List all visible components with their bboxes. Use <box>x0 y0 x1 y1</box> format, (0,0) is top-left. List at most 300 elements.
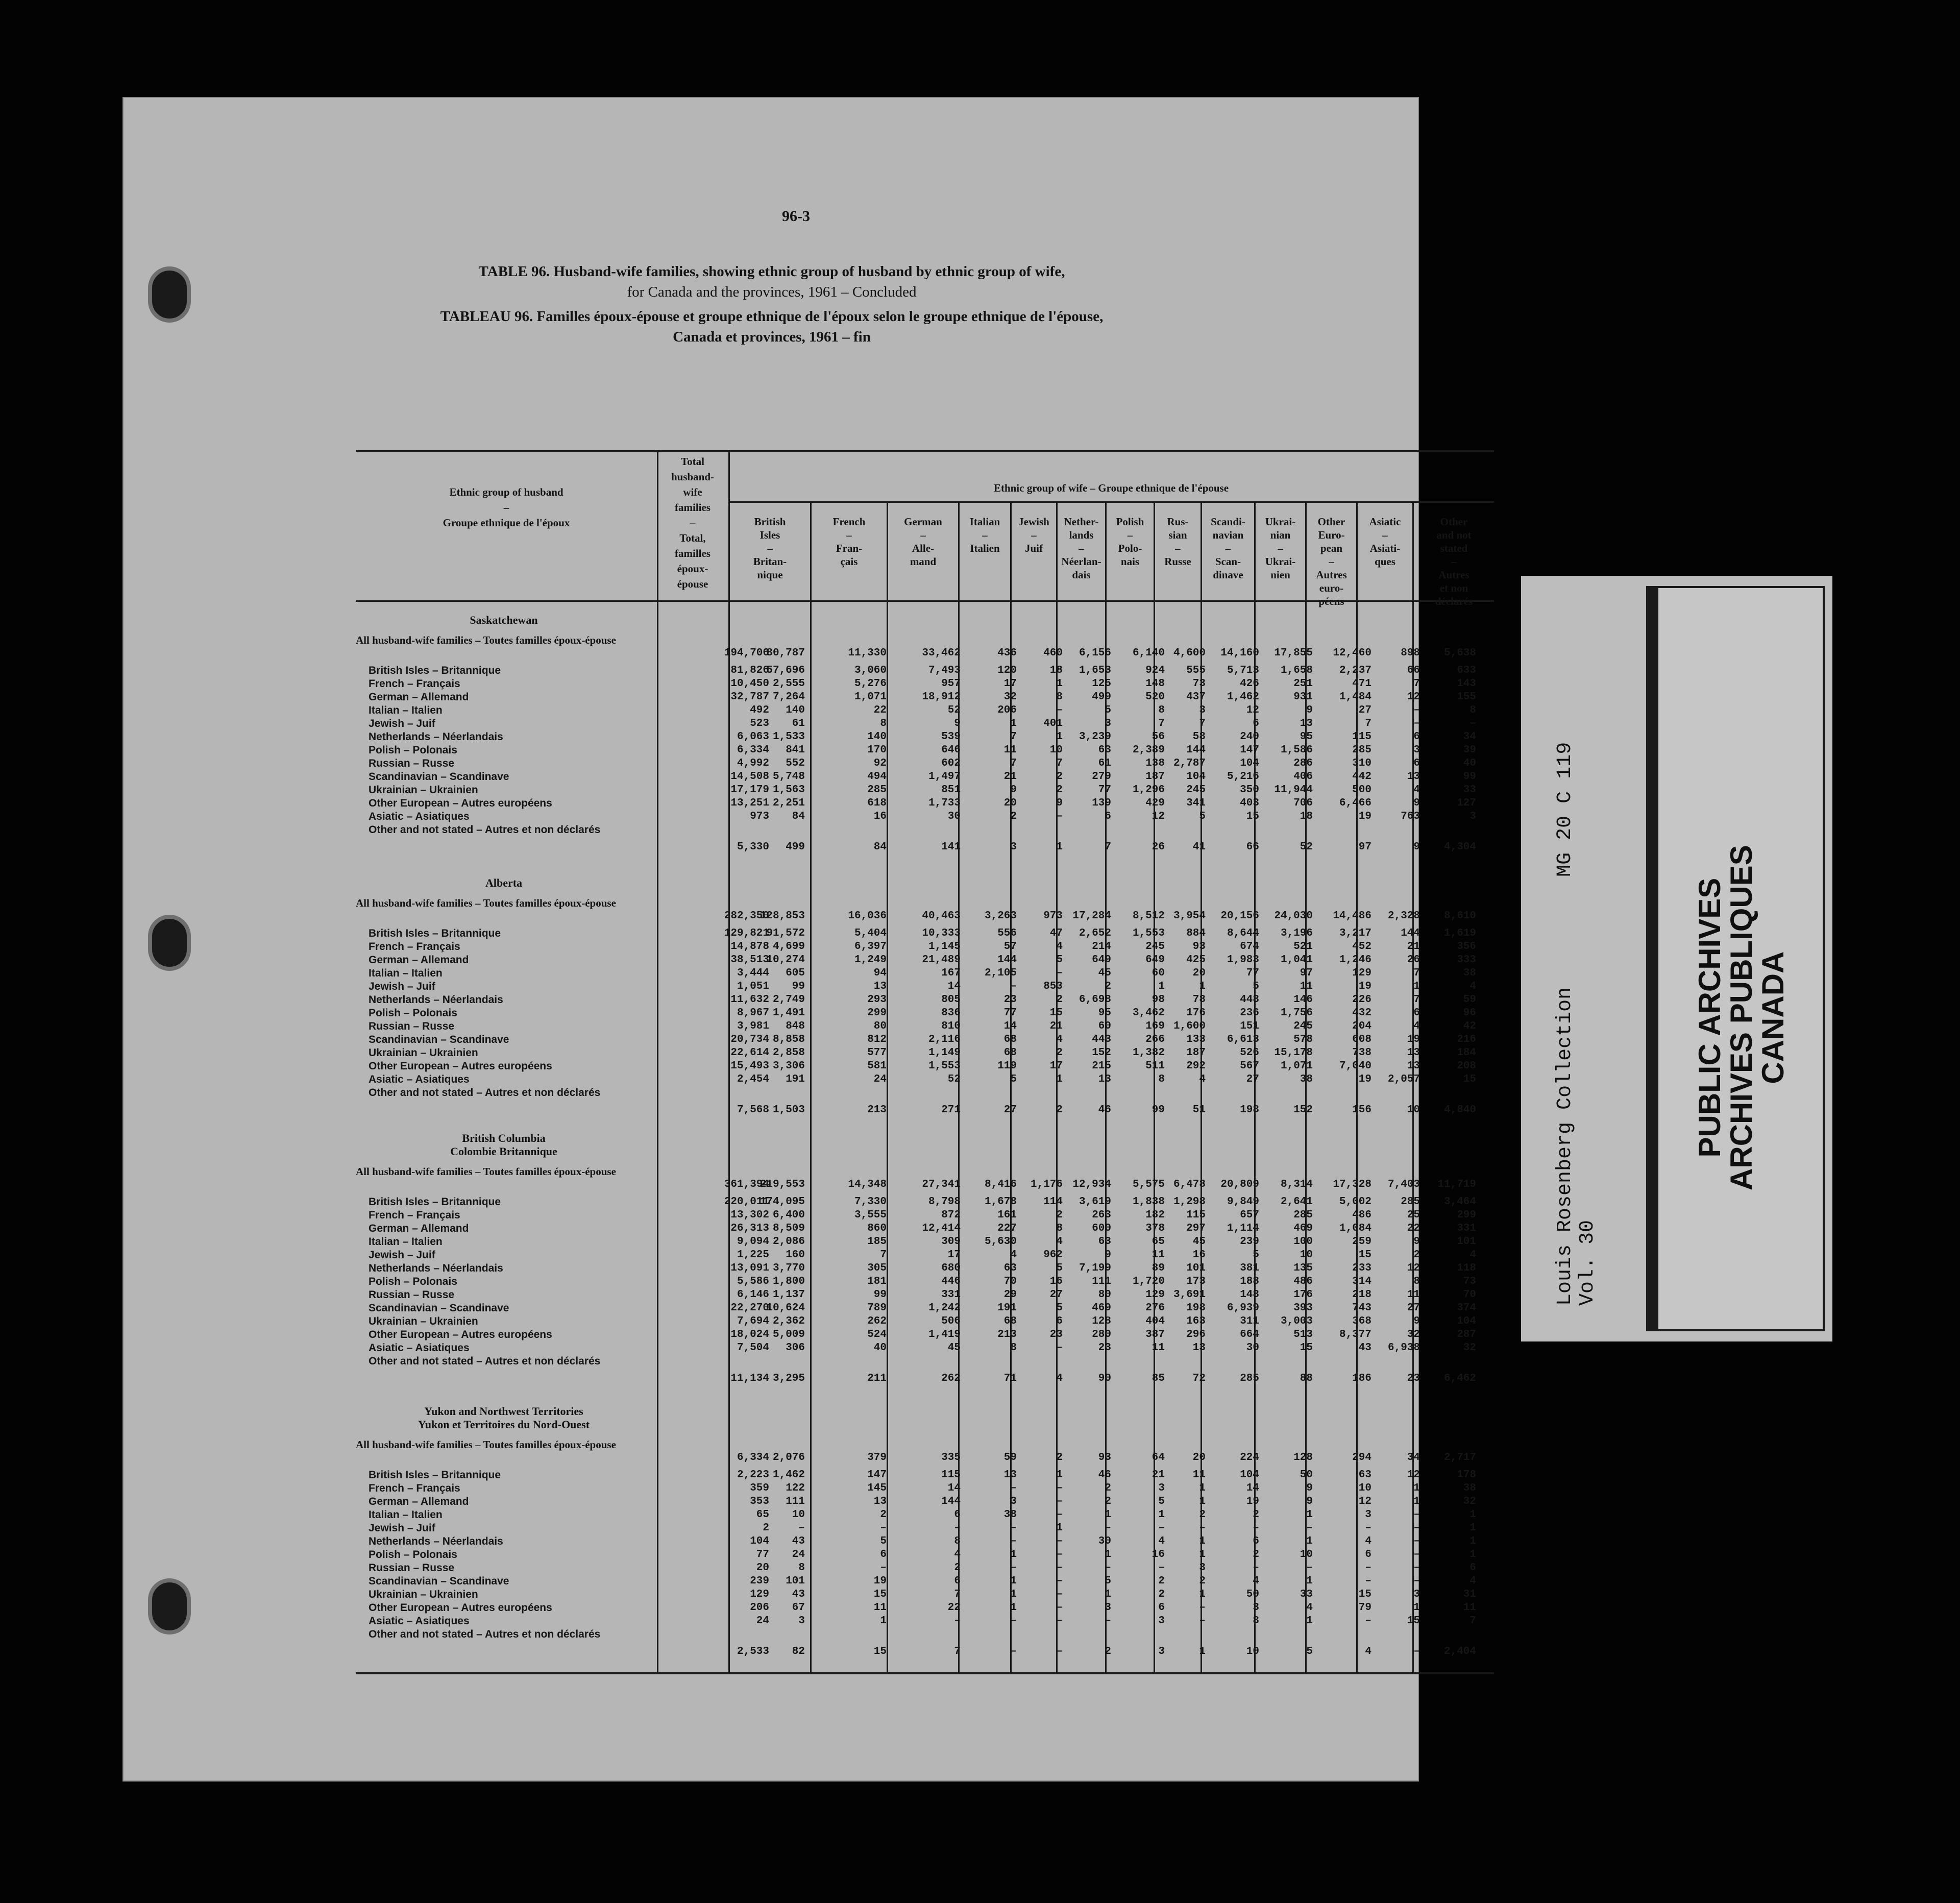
table-cell: 4 <box>1199 1074 1206 1085</box>
table-cell: 239 <box>1240 1236 1259 1248</box>
table-cell: 9 <box>1413 1315 1420 1327</box>
table-cell: 280 <box>1092 1329 1111 1340</box>
table-cell: 3 <box>1158 1646 1165 1657</box>
table-cell: 7 <box>1010 731 1017 743</box>
table-cell: 2,652 <box>1079 928 1111 939</box>
table-cell: 378 <box>1145 1223 1165 1234</box>
column-header-line: euro- <box>1319 582 1344 594</box>
table-cell: 208 <box>1457 1060 1476 1072</box>
column-header-line: Autres <box>1438 569 1469 581</box>
table-cell: – <box>1056 1646 1063 1657</box>
table-cell: 145 <box>867 1482 887 1494</box>
spanner-rule <box>728 501 1494 503</box>
table-cell: – <box>1056 1535 1063 1547</box>
column-header-line: – <box>1031 529 1037 541</box>
table-cell: 60 <box>1098 1020 1111 1032</box>
column-header-line: mand <box>910 555 937 568</box>
table-cell: 57 <box>1003 941 1017 953</box>
table-cell: 11 <box>1152 1342 1165 1354</box>
table-cell: 1 <box>1199 1482 1206 1494</box>
table-cell: 577 <box>867 1047 887 1059</box>
column-header-line: Polo- <box>1118 542 1142 554</box>
table-cell: 146 <box>1293 994 1313 1006</box>
table-cell: 1,553 <box>1132 928 1165 939</box>
stub-header-line: Ethnic group of husband <box>449 486 564 498</box>
table-cell: 5 <box>1056 1262 1063 1274</box>
table-cell: 22 <box>947 1602 961 1614</box>
row-label: Italian – Italien <box>369 704 443 716</box>
row-label: French – Français <box>369 678 460 690</box>
column-header-line: – <box>767 542 773 554</box>
table-cell: 182 <box>1145 1209 1165 1221</box>
table-cell: 9 <box>1010 784 1017 796</box>
table-cell: 10,624 <box>766 1302 805 1314</box>
table-cell: 259 <box>1352 1236 1371 1248</box>
table-cell: 96 <box>1463 1007 1476 1019</box>
section-title-fr: Colombie Britannique <box>450 1145 557 1158</box>
column-header-line: stated <box>1440 542 1468 554</box>
table-cell: 68 <box>1003 1034 1017 1045</box>
table-cell: 2,116 <box>928 1034 961 1045</box>
table-cell: 127 <box>1457 797 1476 809</box>
table-cell: 836 <box>941 1007 961 1019</box>
table-cell: 32,787 <box>730 691 769 703</box>
table-cell: 1,553 <box>928 1060 961 1072</box>
table-cell: 6,466 <box>1339 797 1371 809</box>
table-cell: 151 <box>1240 1020 1259 1032</box>
table-cell: 10 <box>1358 1482 1371 1494</box>
table-cell: 437 <box>1186 691 1206 703</box>
table-cell: 3 <box>1469 811 1476 822</box>
table-cell: 31 <box>1463 1589 1476 1600</box>
table-cell: 618 <box>867 797 887 809</box>
table-cell: 12 <box>1407 691 1420 703</box>
all-families-value: 4,600 <box>1173 647 1206 659</box>
column-header-line: Ukrai- <box>1265 516 1296 528</box>
table-cell: 285 <box>867 784 887 796</box>
all-families-value: 17,284 <box>1072 910 1111 922</box>
table-cell: 43 <box>792 1535 805 1547</box>
table-cell: 602 <box>941 758 961 769</box>
table-cell: 13 <box>1098 1074 1111 1085</box>
column-header-line: and not <box>1436 529 1472 541</box>
row-label: Netherlands – Néerlandais <box>369 731 503 743</box>
table-cell: 608 <box>1352 1034 1371 1045</box>
section-title: Yukon and Northwest Territories <box>424 1405 583 1418</box>
table-cell: 657 <box>1240 1209 1259 1221</box>
table-cell: 95 <box>1098 1007 1111 1019</box>
table-cell: 471 <box>1352 678 1371 690</box>
all-families-value: 128,853 <box>760 910 805 922</box>
table-cell: 3,619 <box>1079 1196 1111 1208</box>
table-cell: 387 <box>1145 1329 1165 1340</box>
row-label: French – Français <box>369 941 460 953</box>
table-cell: 5,216 <box>1227 771 1259 783</box>
table-cell: 6 <box>1056 1315 1063 1327</box>
table-cell: 2 <box>1105 1646 1111 1657</box>
table-cell: – <box>954 1615 961 1627</box>
table-cell: 58 <box>1192 731 1206 743</box>
all-families-value: 14,348 <box>848 1179 887 1190</box>
table-cell: 22 <box>1407 1223 1420 1234</box>
table-cell: 4 <box>954 1549 961 1560</box>
all-families-value: 5,575 <box>1132 1179 1165 1190</box>
table-cell: 173 <box>1186 1276 1206 1287</box>
table-cell: 1,296 <box>1132 784 1165 796</box>
row-label: French – Français <box>369 1209 460 1221</box>
table-cell: 8 <box>1056 1223 1063 1234</box>
table-cell: 115 <box>1352 731 1371 743</box>
table-cell: 442 <box>1352 771 1371 783</box>
table-cell: 3 <box>1199 1562 1206 1574</box>
column-header-line: Juif <box>1024 542 1043 554</box>
table-cell: 1 <box>1056 841 1063 853</box>
table-cell: 1 <box>1413 1482 1420 1494</box>
column-header-line: Italian <box>969 516 1000 528</box>
row-label: Netherlands – Néerlandais <box>369 994 503 1006</box>
table-cell: 3,196 <box>1280 928 1313 939</box>
table-cell: 45 <box>1192 1236 1206 1248</box>
table-cell: 6,397 <box>854 941 887 953</box>
table-cell: – <box>1105 1522 1111 1534</box>
table-cell: 446 <box>941 1276 961 1287</box>
table-cell: 1 <box>1199 1496 1206 1507</box>
table-cell: 5,713 <box>1227 665 1259 676</box>
table-cell: 9 <box>1056 797 1063 809</box>
row-label: Other European – Autres européens <box>369 1060 552 1072</box>
table-cell: 73 <box>1463 1276 1476 1287</box>
table-cell: 10 <box>1407 1104 1420 1116</box>
table-cell: 3 <box>1365 1509 1371 1521</box>
table-cell: 3,060 <box>854 665 887 676</box>
table-cell: 1,653 <box>1079 665 1111 676</box>
table-cell: 1,298 <box>1173 1196 1206 1208</box>
title-fr-2: Canada et provinces, 1961 – fin <box>673 329 871 345</box>
table-cell: 6,400 <box>772 1209 805 1221</box>
table-cell: – <box>1469 718 1476 729</box>
table-cell: 38 <box>1300 1074 1313 1085</box>
table-cell: – <box>1413 1562 1420 1574</box>
row-label: Other and not stated – Autres et non déclarés <box>369 1087 601 1099</box>
table-cell: 7,504 <box>737 1342 769 1354</box>
table-cell: 957 <box>941 678 961 690</box>
table-cell: 144 <box>941 1496 961 1507</box>
table-cell: 664 <box>1240 1329 1259 1340</box>
table-cell: 6,334 <box>737 744 769 756</box>
table-cell: 10,333 <box>922 928 961 939</box>
table-cell: 80 <box>1098 1289 1111 1301</box>
table-cell: 67 <box>792 1602 805 1614</box>
table-cell: 186 <box>1352 1373 1371 1384</box>
row-label: British Isles – Britannique <box>369 665 501 676</box>
table-cell: – <box>1158 1562 1165 1574</box>
row-label: Other European – Autres européens <box>369 1602 552 1614</box>
table-cell: 13 <box>873 981 887 992</box>
table-cell: 16 <box>873 811 887 822</box>
row-label: Ukrainian – Ukrainien <box>369 1047 478 1059</box>
table-cell: 1,071 <box>1280 1060 1313 1072</box>
table-cell: 3 <box>1105 718 1111 729</box>
table-cell: 1 <box>1413 1602 1420 1614</box>
all-families-value: 8,610 <box>1443 910 1476 922</box>
table-cell: 9 <box>1413 841 1420 853</box>
table-cell: 513 <box>1293 1329 1313 1340</box>
table-cell: 71 <box>1003 1373 1017 1384</box>
table-cell: 469 <box>1293 1223 1313 1234</box>
table-cell: 3 <box>1105 1602 1111 1614</box>
table-cell: – <box>1365 1575 1371 1587</box>
table-cell: 2,389 <box>1132 744 1165 756</box>
table-cell: 1,114 <box>1227 1223 1259 1234</box>
table-cell: 286 <box>1293 758 1313 769</box>
table-cell: – <box>1010 1562 1017 1574</box>
all-families-value: 219,553 <box>760 1179 805 1190</box>
table-cell: 8,509 <box>772 1223 805 1234</box>
table-cell: 8 <box>880 718 887 729</box>
table-cell: 101 <box>1186 1262 1206 1274</box>
table-cell: 16 <box>1049 1276 1063 1287</box>
table-cell: 22,270 <box>730 1302 769 1314</box>
table-cell: 1,149 <box>928 1047 961 1059</box>
table-cell: 2 <box>1056 784 1063 796</box>
table-cell: 40 <box>873 1342 887 1354</box>
table-cell: 1 <box>1056 1469 1063 1481</box>
column-header-line: nian <box>1270 529 1291 541</box>
table-cell: 5 <box>1105 704 1111 716</box>
table-cell: 85 <box>1152 1373 1165 1384</box>
table-cell: 7 <box>1413 967 1420 979</box>
table-cell: 14,508 <box>730 771 769 783</box>
table-cell: 21 <box>1152 1469 1165 1481</box>
table-cell: 1,382 <box>1132 1047 1165 1059</box>
table-cell: 47 <box>1049 928 1063 939</box>
column-header-line: Alle- <box>912 542 935 554</box>
table-cell: – <box>1056 1509 1063 1521</box>
title-en-2: for Canada and the provinces, 1961 – Concluded <box>627 284 917 300</box>
all-families-value: 20,809 <box>1220 1179 1259 1190</box>
table-cell: 94 <box>873 967 887 979</box>
table-cell: 1,145 <box>928 941 961 953</box>
table-cell: 81,826 <box>730 665 769 676</box>
table-cell: 11 <box>1003 744 1017 756</box>
table-cell: 30 <box>947 811 961 822</box>
all-families-value: 2,076 <box>772 1452 805 1463</box>
row-label: Asiatic – Asiatiques <box>369 1074 470 1085</box>
table-cell: 214 <box>1092 941 1111 953</box>
column-header-line: dais <box>1072 569 1091 581</box>
table-cell: 1,733 <box>928 797 961 809</box>
table-cell: 1,041 <box>1280 954 1313 966</box>
row-label: Italian – Italien <box>369 1509 443 1521</box>
table-cell: 11 <box>1407 1289 1420 1301</box>
table-cell: 46 <box>1098 1469 1111 1481</box>
table-cell: 45 <box>1098 967 1111 979</box>
table-cell: 11 <box>1463 1602 1476 1614</box>
table-cell: 4 <box>1469 1575 1476 1587</box>
table-cell: 884 <box>1186 928 1206 939</box>
table-cell: 9 <box>1105 1249 1111 1261</box>
table-cell: – <box>1306 1562 1313 1574</box>
table-cell: 88 <box>1300 1373 1313 1384</box>
table-cell: 2,749 <box>772 994 805 1006</box>
table-cell: 812 <box>867 1034 887 1045</box>
table-cell: 141 <box>941 841 961 853</box>
table-cell: 5,330 <box>737 841 769 853</box>
table-cell: 743 <box>1352 1302 1371 1314</box>
table-cell: 4 <box>1469 1249 1476 1261</box>
table-bottom-rule <box>356 1672 1494 1674</box>
table-cell: 1,246 <box>1339 954 1371 966</box>
column-header-line: Jewish <box>1018 516 1049 528</box>
table-cell: 7 <box>1158 718 1165 729</box>
table-cell: 2 <box>1199 1509 1206 1521</box>
table-cell: 10,450 <box>730 678 769 690</box>
table-cell: 11,134 <box>730 1373 769 1384</box>
row-label: German – Allemand <box>369 691 469 703</box>
table-cell: 404 <box>1145 1315 1165 1327</box>
table-cell: 4 <box>1413 784 1420 796</box>
table-cell: 20 <box>1003 797 1017 809</box>
all-families-value: 3,954 <box>1173 910 1206 922</box>
all-families-value: 17,328 <box>1333 1179 1371 1190</box>
table-cell: 15 <box>873 1646 887 1657</box>
table-cell: 17,179 <box>730 784 769 796</box>
table-cell: 600 <box>1092 1223 1111 1234</box>
all-families-value: 379 <box>867 1452 887 1463</box>
table-cell: 15 <box>1407 1615 1420 1627</box>
table-cell: 143 <box>1457 678 1476 690</box>
table-cell: 4,699 <box>772 941 805 953</box>
stamp-line-1: PUBLIC ARCHIVES <box>1693 877 1727 1158</box>
table-cell: 148 <box>1240 1289 1259 1301</box>
section-title-fr: Yukon et Territoires du Nord-Ouest <box>418 1418 590 1431</box>
table-cell: 14 <box>947 981 961 992</box>
table-cell: 27 <box>1049 1289 1063 1301</box>
all-families-value: 973 <box>1043 910 1063 922</box>
table-cell: 43 <box>1358 1342 1371 1354</box>
all-families-value: 14,160 <box>1220 647 1259 659</box>
table-cell: 6 <box>1469 1562 1476 1574</box>
table-cell: 5,630 <box>984 1236 1017 1248</box>
table-cell: 4 <box>1306 1602 1313 1614</box>
table-cell: 5 <box>1105 1575 1111 1587</box>
row-label: German – Allemand <box>369 954 469 966</box>
table-cell: 251 <box>1293 678 1313 690</box>
column-header-line: German <box>904 516 942 528</box>
table-cell: 13 <box>1192 1342 1206 1354</box>
column-header-line: nais <box>1120 555 1140 568</box>
total-header-line: wife <box>683 486 702 498</box>
table-cell: 12 <box>1407 1262 1420 1274</box>
table-cell: 262 <box>867 1315 887 1327</box>
table-cell: 77 <box>1003 1007 1017 1019</box>
table-cell: – <box>1056 967 1063 979</box>
row-label: Scandinavian – Scandinave <box>369 1575 509 1587</box>
table-cell: 5 <box>1253 1249 1259 1261</box>
column-header-line: nien <box>1270 569 1290 581</box>
table-cell: 2 <box>1158 1575 1165 1587</box>
table-cell: 2,223 <box>737 1469 769 1481</box>
table-cell: 1 <box>880 1615 887 1627</box>
column-header-line: Italien <box>970 542 1000 554</box>
table-cell: 2 <box>1253 1549 1259 1560</box>
table-cell: 5 <box>1158 1496 1165 1507</box>
table-cell: 10 <box>792 1509 805 1521</box>
table-cell: – <box>880 1522 887 1534</box>
table-cell: 492 <box>750 704 769 716</box>
table-cell: 156 <box>1352 1104 1371 1116</box>
table-cell: 1 <box>1010 718 1017 729</box>
table-cell: 6,063 <box>737 731 769 743</box>
table-cell: 239 <box>750 1575 769 1587</box>
table-cell: 89 <box>1152 1262 1165 1274</box>
table-cell: 3,306 <box>772 1060 805 1072</box>
table-cell: – <box>1010 1535 1017 1547</box>
all-families-value: 6,156 <box>1079 647 1111 659</box>
table-cell: 215 <box>1092 1060 1111 1072</box>
archive-label <box>1521 576 1832 1341</box>
table-cell: 6,938 <box>1387 1342 1420 1354</box>
table-cell: 6 <box>954 1509 961 1521</box>
table-cell: 311 <box>1240 1315 1259 1327</box>
table-cell: 314 <box>1352 1276 1371 1287</box>
table-cell: 262 <box>941 1373 961 1384</box>
table-cell: 12 <box>1358 1496 1371 1507</box>
table-cell: 841 <box>786 744 805 756</box>
table-cell: 216 <box>1457 1034 1476 1045</box>
table-cell: 1,249 <box>854 954 887 966</box>
all-families-label: All husband-wife families – Toutes familles époux-épouse <box>356 897 616 909</box>
table-cell: 57,696 <box>766 665 805 676</box>
table-cell: 13 <box>1407 1060 1420 1072</box>
table-cell: 66 <box>1407 665 1420 676</box>
table-cell: 1 <box>1056 1074 1063 1085</box>
table-cell: – <box>1056 1562 1063 1574</box>
table-cell: 5,748 <box>772 771 805 783</box>
table-cell: 20,734 <box>730 1034 769 1045</box>
table-cell: – <box>1056 1615 1063 1627</box>
table-cell: 1 <box>1056 1522 1063 1534</box>
row-label: German – Allemand <box>369 1496 469 1507</box>
table-cell: 555 <box>1186 665 1206 676</box>
table-cell: 738 <box>1352 1047 1371 1059</box>
table-cell: – <box>1413 1535 1420 1547</box>
table-cell: 9 <box>1306 1496 1313 1507</box>
table-cell: 6 <box>1158 1602 1165 1614</box>
table-cell: 1,497 <box>928 771 961 783</box>
table-cell: 38 <box>1463 1482 1476 1494</box>
table-cell: 2,858 <box>772 1047 805 1059</box>
table-cell: 1,983 <box>1227 954 1259 966</box>
table-cell: – <box>1056 1549 1063 1560</box>
table-cell: 170 <box>867 744 887 756</box>
table-cell: 77 <box>1246 967 1259 979</box>
table-cell: 2,454 <box>737 1074 769 1085</box>
table-cell: 32 <box>1003 691 1017 703</box>
table-cell: – <box>1010 1522 1017 1534</box>
table-cell: 8,377 <box>1339 1329 1371 1340</box>
table-cell: – <box>1010 1615 1017 1627</box>
table-cell: 187 <box>1145 771 1165 783</box>
table-cell: 176 <box>1186 1007 1206 1019</box>
total-header-line: families <box>675 501 710 514</box>
table-cell: 12 <box>1152 811 1165 822</box>
column-header-line: Asiatic <box>1369 516 1401 528</box>
column-header-line: Other <box>1440 516 1468 528</box>
table-cell: 6 <box>1253 1535 1259 1547</box>
table-cell: 21 <box>1407 941 1420 953</box>
table-cell: – <box>1056 1342 1063 1354</box>
